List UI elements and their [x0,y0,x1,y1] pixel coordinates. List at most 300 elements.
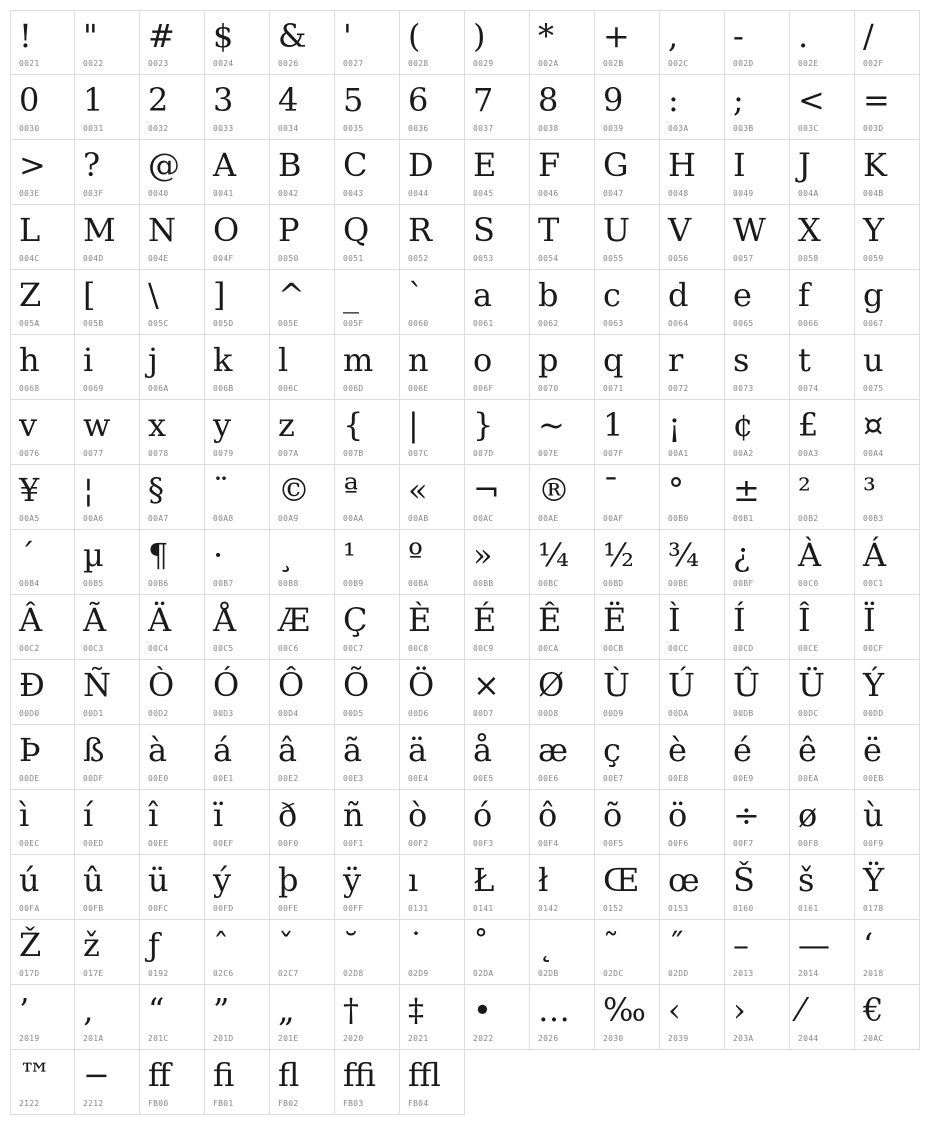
glyph-codepoint: 0040 [148,189,169,198]
glyph-cell [790,855,855,920]
glyph-cell [465,530,530,595]
glyph-character: ^ [278,276,305,314]
glyph-cell [270,855,335,920]
glyph-cell [790,335,855,400]
glyph-character: C [343,146,368,184]
glyph-character: ‚ [83,991,94,1029]
glyph-codepoint: 0026 [278,59,299,68]
glyph-codepoint: 017E [83,969,104,978]
glyph-character: _ [343,276,359,314]
glyph-codepoint: 0055 [603,254,624,263]
glyph-cell [75,400,140,465]
glyph-cell [270,530,335,595]
glyph-character: v [19,406,38,444]
glyph-character: ﬁ [213,1056,235,1094]
glyph-codepoint: 00D0 [19,709,40,718]
glyph-character: " [83,17,98,55]
glyph-codepoint: 00C6 [278,644,299,653]
glyph-codepoint: 00D8 [538,709,559,718]
glyph-character: K [863,146,887,184]
glyph-cell [595,725,660,790]
glyph-codepoint: 00A3 [798,449,819,458]
glyph-character: æ [538,731,569,769]
glyph-cell [205,400,270,465]
glyph-character: ( [408,17,421,55]
glyph-cell [400,400,465,465]
glyph-character: ´ [19,536,35,574]
glyph-character: u [863,341,884,379]
glyph-codepoint: 00F1 [343,839,364,848]
glyph-codepoint: 2044 [798,1034,819,1043]
glyph-codepoint: 0069 [83,384,104,393]
glyph-character: ï [213,796,224,834]
glyph-character: z [278,406,295,444]
glyph-character: ¡ [668,406,681,444]
glyph-character: » [473,536,493,574]
glyph-character: Ÿ [863,861,885,899]
glyph-cell [205,335,270,400]
glyph-character: ¯ [603,471,619,509]
glyph-cell [790,660,855,725]
glyph-codepoint: 2019 [19,1034,40,1043]
glyph-cell [205,465,270,530]
glyph-codepoint: 00AF [603,514,624,523]
glyph-character: ˙ [408,926,424,964]
glyph-cell [725,920,790,985]
glyph-cell [530,985,595,1050]
glyph-codepoint: 203A [733,1034,754,1043]
glyph-character: Ø [538,666,565,704]
glyph-character: · [213,536,224,574]
glyph-character: ﬄ [408,1056,441,1094]
glyph-character: B [278,146,302,184]
glyph-codepoint: 00F5 [603,839,624,848]
glyph-codepoint: 0059 [863,254,884,263]
glyph-character: ’ [19,991,30,1029]
glyph-codepoint: 002F [863,59,884,68]
glyph-character: Â [19,601,43,639]
glyph-cell [790,205,855,270]
glyph-cell [855,530,920,595]
glyph-character: – [733,926,749,964]
glyph-cell [725,335,790,400]
glyph-codepoint: 2212 [83,1099,104,1108]
glyph-codepoint: 0066 [798,319,819,328]
glyph-cell [335,985,400,1050]
glyph-character: ÷ [733,796,760,834]
glyph-codepoint: 0024 [213,59,234,68]
glyph-codepoint: 00F9 [863,839,884,848]
glyph-cell [790,465,855,530]
glyph-cell [335,140,400,205]
glyph-character: ó [473,796,493,834]
glyph-character: 1 [603,406,624,444]
glyph-codepoint: 0152 [603,904,624,913]
glyph-codepoint: 201A [83,1034,104,1043]
glyph-character: £ [798,406,819,444]
glyph-cell [855,985,920,1050]
glyph-character: ¶ [148,536,169,574]
glyph-codepoint: 002E [798,59,819,68]
glyph-character: Í [733,601,746,639]
glyph-character: ß [83,731,105,769]
glyph-cell [335,335,400,400]
glyph-character: L [19,211,41,249]
glyph-character: * [538,17,554,55]
glyph-cell [855,270,920,335]
glyph-codepoint: 00BB [473,579,494,588]
glyph-character: d [668,276,689,314]
glyph-character: 4 [278,81,299,119]
glyph-codepoint: 00FA [19,904,40,913]
glyph-character: b [538,276,559,314]
glyph-cell [595,660,660,725]
glyph-codepoint: 00BD [603,579,624,588]
glyph-codepoint: 004C [19,254,40,263]
glyph-character: þ [278,861,299,899]
glyph-character: ã [343,731,363,769]
glyph-character: À [798,536,822,574]
glyph-codepoint: 02DD [668,969,689,978]
glyph-codepoint: 0067 [863,319,884,328]
glyph-codepoint: 2030 [603,1034,624,1043]
glyph-codepoint: 0075 [863,384,884,393]
glyph-cell [725,205,790,270]
glyph-character: ‰ [603,991,646,1029]
glyph-cell [855,400,920,465]
glyph-cell [10,920,75,985]
glyph-character: ™ [19,1056,51,1094]
glyph-codepoint: 0049 [733,189,754,198]
glyph-character: a [473,276,493,314]
glyph-cell [75,855,140,920]
glyph-cell [75,725,140,790]
glyph-character: M [83,211,116,249]
glyph-character: ˝ [668,926,684,964]
glyph-codepoint: 00DA [668,709,689,718]
glyph-codepoint: 00E0 [148,774,169,783]
glyph-codepoint: 0142 [538,904,559,913]
glyph-codepoint: 00C9 [473,644,494,653]
glyph-cell [140,400,205,465]
glyph-character: ¹ [343,536,356,574]
glyph-character: S [473,211,495,249]
glyph-codepoint: 0039 [603,124,624,133]
glyph-codepoint: 00D3 [213,709,234,718]
glyph-character: N [148,211,176,249]
glyph-cell [660,400,725,465]
glyph-codepoint: 0062 [538,319,559,328]
glyph-codepoint: 00CD [733,644,754,653]
glyph-character: n [408,341,429,379]
glyph-cell [400,920,465,985]
glyph-cell [10,400,75,465]
glyph-codepoint: 00A2 [733,449,754,458]
glyph-character: Ý [863,666,885,704]
glyph-codepoint: 00B6 [148,579,169,588]
glyph-cell [205,725,270,790]
glyph-codepoint: 201D [213,1034,234,1043]
glyph-codepoint: 0032 [148,124,169,133]
glyph-codepoint: 00EB [863,774,884,783]
glyph-character: ¤ [863,406,884,444]
glyph-codepoint: 2026 [538,1034,559,1043]
glyph-codepoint: 0071 [603,384,624,393]
glyph-codepoint: 00F0 [278,839,299,848]
glyph-codepoint: 0035 [343,124,364,133]
glyph-cell [855,660,920,725]
glyph-cell [400,10,465,75]
glyph-cell [595,920,660,985]
glyph-cell [335,530,400,595]
glyph-codepoint: FB03 [343,1099,364,1108]
glyph-character: ø [798,796,818,834]
glyph-character: ; [733,81,744,119]
glyph-character: ð [278,796,298,834]
glyph-character: µ [83,536,104,574]
glyph-cell [855,725,920,790]
glyph-character: Î [798,601,811,639]
glyph-character: ³ [863,471,876,509]
glyph-cell [140,1050,205,1115]
glyph-codepoint: 006F [473,384,494,393]
glyph-character: ı [408,861,419,899]
glyph-codepoint: 0045 [473,189,494,198]
glyph-cell [855,855,920,920]
glyph-character: : [668,81,679,119]
glyph-codepoint: 004E [148,254,169,263]
glyph-character: ½ [603,536,635,574]
glyph-character: 9 [603,81,624,119]
glyph-codepoint: 2020 [343,1034,364,1043]
glyph-character: W [733,211,766,249]
glyph-character: ¸ [278,536,294,574]
glyph-character: Ö [408,666,435,704]
glyph-character: Ñ [83,666,111,704]
glyph-character: H [668,146,696,184]
glyph-codepoint: 007E [538,449,559,458]
glyph-cell [10,140,75,205]
glyph-character: ) [473,17,486,55]
glyph-character: 0 [19,81,40,119]
glyph-character: ž [83,926,100,964]
glyph-cell [855,335,920,400]
glyph-cell [465,725,530,790]
glyph-cell [595,10,660,75]
glyph-cell [530,400,595,465]
glyph-codepoint: 00A5 [19,514,40,523]
glyph-codepoint: 0058 [798,254,819,263]
glyph-codepoint: 0160 [733,904,754,913]
glyph-cell [270,400,335,465]
glyph-codepoint: 0052 [408,254,429,263]
glyph-cell [595,855,660,920]
glyph-cell [465,205,530,270]
glyph-character: o [473,341,493,379]
glyph-cell [335,920,400,985]
glyph-character: — [798,926,830,964]
glyph-cell [270,270,335,335]
glyph-cell [530,790,595,855]
glyph-cell [400,985,465,1050]
glyph-codepoint: 0028 [408,59,429,68]
glyph-cell [75,10,140,75]
glyph-cell [10,465,75,530]
glyph-cell [790,985,855,1050]
glyph-character: T [538,211,560,249]
glyph-character: ] [213,276,226,314]
glyph-character: ' [343,17,352,55]
glyph-character: 7 [473,81,494,119]
glyph-codepoint: 0065 [733,319,754,328]
glyph-character: š [798,861,815,899]
glyph-character: t [798,341,811,379]
glyph-cell [335,270,400,335]
glyph-cell [140,140,205,205]
glyph-cell [595,465,660,530]
glyph-cell [660,205,725,270]
glyph-codepoint: 007A [278,449,299,458]
glyph-cell [140,855,205,920]
glyph-character: Ð [19,666,45,704]
glyph-character: ˜ [603,926,619,964]
glyph-cell [855,10,920,75]
glyph-character: 8 [538,81,559,119]
glyph-character: s [733,341,750,379]
glyph-codepoint: 02C6 [213,969,234,978]
glyph-cell [205,270,270,335]
glyph-character: ˆ [213,926,229,964]
glyph-cell [205,595,270,660]
glyph-codepoint: 004B [863,189,884,198]
glyph-codepoint: 006B [213,384,234,393]
glyph-cell [855,75,920,140]
glyph-cell [140,660,205,725]
glyph-codepoint: 00FD [213,904,234,913]
glyph-codepoint: 0031 [83,124,104,133]
glyph-character: m [343,341,374,379]
glyph-codepoint: 00FE [278,904,299,913]
glyph-codepoint: 0076 [19,449,40,458]
glyph-character: ˚ [473,926,489,964]
glyph-codepoint: 00D7 [473,709,494,718]
glyph-codepoint: 007F [603,449,624,458]
glyph-character: ﬀ [148,1056,171,1094]
glyph-codepoint: 007C [408,449,429,458]
glyph-cell [725,465,790,530]
glyph-cell [400,335,465,400]
glyph-codepoint: 0047 [603,189,624,198]
glyph-character: . [798,17,809,55]
glyph-cell [530,205,595,270]
glyph-character: ¨ [213,471,229,509]
glyph-character: ì [19,796,30,834]
glyph-cell [75,140,140,205]
glyph-character: × [473,666,500,704]
glyph-cell [790,790,855,855]
glyph-cell [10,660,75,725]
glyph-cell [660,140,725,205]
glyph-cell [400,855,465,920]
glyph-codepoint: 002B [603,59,624,68]
glyph-codepoint: 02DA [473,969,494,978]
glyph-codepoint: 00DB [733,709,754,718]
glyph-codepoint: 0034 [278,124,299,133]
glyph-character: ÿ [343,861,362,899]
glyph-cell [140,335,205,400]
glyph-codepoint: 201E [278,1034,299,1043]
glyph-codepoint: 00E5 [473,774,494,783]
glyph-character: - [733,17,744,55]
glyph-codepoint: 0041 [213,189,234,198]
glyph-codepoint: 00E3 [343,774,364,783]
glyph-character: è [668,731,687,769]
glyph-cell [335,660,400,725]
glyph-codepoint: 2014 [798,969,819,978]
glyph-character: [ [83,276,96,314]
glyph-codepoint: 00F8 [798,839,819,848]
glyph-codepoint: 00E2 [278,774,299,783]
glyph-character: ! [19,17,32,55]
glyph-codepoint: 005A [19,319,40,328]
glyph-cell [75,530,140,595]
glyph-character: f [798,276,810,314]
glyph-cell [270,920,335,985]
glyph-codepoint: 00DE [19,774,40,783]
glyph-codepoint: 00CE [798,644,819,653]
glyph-character: º [408,536,424,574]
glyph-cell [140,595,205,660]
glyph-codepoint: 00C1 [863,579,884,588]
glyph-codepoint: 0050 [278,254,299,263]
glyph-cell [400,205,465,270]
glyph-cell [335,790,400,855]
glyph-codepoint: 2039 [668,1034,689,1043]
glyph-character: à [148,731,168,769]
glyph-codepoint: 0027 [343,59,364,68]
glyph-cell [10,530,75,595]
glyph-cell [75,790,140,855]
glyph-character: $ [213,17,234,55]
glyph-codepoint: 00BE [668,579,689,588]
glyph-cell [270,790,335,855]
glyph-codepoint: 002C [668,59,689,68]
glyph-cell [465,790,530,855]
glyph-codepoint: 00AB [408,514,429,523]
glyph-cell [270,660,335,725]
glyph-cell [205,140,270,205]
glyph-cell [400,140,465,205]
glyph-cell [660,75,725,140]
glyph-character: „ [278,991,295,1029]
glyph-cell [75,920,140,985]
glyph-character: “ [148,991,165,1029]
glyph-character: ” [213,991,230,1029]
glyph-cell [660,595,725,660]
glyph-cell [335,75,400,140]
glyph-codepoint: 00F2 [408,839,429,848]
glyph-character: e [733,276,752,314]
glyph-character: ‘ [863,926,874,964]
glyph-cell [725,140,790,205]
glyph-codepoint: 00EA [798,774,819,783]
glyph-codepoint: 005F [343,319,364,328]
glyph-character: † [343,991,359,1029]
glyph-character: ñ [343,796,364,834]
glyph-cell [400,595,465,660]
glyph-cell [530,335,595,400]
glyph-cell [400,75,465,140]
